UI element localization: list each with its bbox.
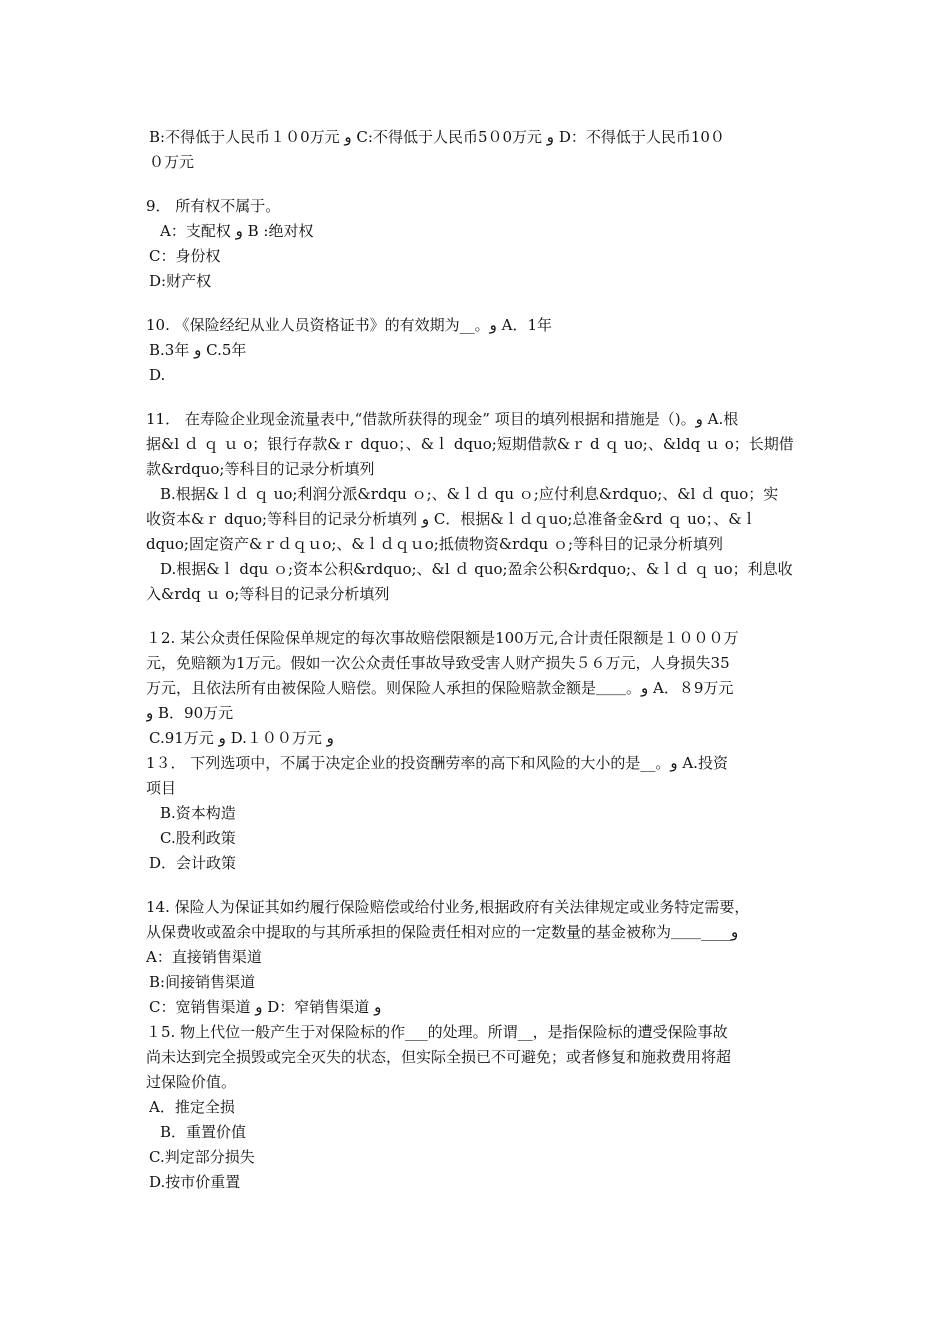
question-13-option-c: C.股利政策 [160,829,236,847]
question-13-stem: 1３． 下列选项中，不属于决定企业的投资酬劳率的高下和风险的大小的是__。و A.投资 [146,754,728,772]
question-14-stem: 14. 保险人为保证其如约履行保险赔偿或给付业务,根据政府有关法律规定或业务特定需要， [146,898,750,916]
question-11-text: 款&rdquo;等科目的记录分析填列 [146,460,375,478]
question-12-stem: １2. 某公众责任保险保单规定的每次事故赔偿限额是100万元,合计责任限额是１０００万 [146,629,739,647]
question-14-option-cd: C：宽销售渠道 و D：窄销售渠道 و [149,998,382,1016]
question-12-option-b: و B．90万元 [146,704,234,722]
question-15-option-a: A．推定全损 [149,1098,235,1116]
question-10-option-d: D. [149,366,166,384]
question-15-option-d: D.按市价重置 [149,1173,241,1191]
question-11-stem: 11． 在寿险企业现金流量表中,“借款所获得的现金” 项目的填列根据和措施是（)。و A.根 [146,410,739,428]
paragraph-gap [146,876,818,895]
question-15-option-b: B．重置价值 [160,1123,247,1141]
question-14-option-b: B:间接销售渠道 [149,973,256,991]
question-11-text: 入&rdq ｕ o;等科目的记录分析填列 [146,585,390,603]
paragraph-gap [146,607,818,626]
question-12-text: 元，免赔额为1万元。假如一次公众责任事故导致受害人财产损失５６万元，人身损失35 [146,654,730,672]
question-9-option-c: C：身份权 [149,247,221,265]
paragraph-gap [146,175,818,194]
question-8-options-cont: ０万元 [149,153,195,171]
question-15-text: 过保险价值。 [146,1073,237,1091]
question-13-option-d: D．会计政策 [149,854,237,872]
question-12-text: 万元，且依法所有由被保险人赔偿。则保险人承担的保险赔款金额是＿＿。و A．８9万元 [146,679,734,697]
question-9-stem: 9． 所有权不属于。 [146,197,281,215]
question-14-text: 从保费收或盈余中提取的与其所承担的保险责任相对应的一定数量的基金被称为＿＿____و [146,923,739,941]
question-11-option-b: B.根据&ｌｄ ｑ uo;利润分派&rdqu ｏ;、&ｌｄ qu ｏ;应付利息&rdquo;、&l ｄ quo；实 [160,485,779,503]
question-15-option-c: C.判定部分损失 [149,1148,255,1166]
question-11-option-d: D.根据&ｌ dqu ｏ;资本公积&rdquo;、&l ｄ quo;盈余公积&rdquo;、&ｌｄ ｑ uo；利息收 [160,560,793,578]
question-10-option-bc: B.3年 و C.5年 [149,341,247,359]
paragraph-gap [146,294,818,313]
question-11-text: 据&l ｄ ｑ ｕ o；银行存款&ｒ dquo；、&ｌ dquo;短期借款&ｒ d ｑ uo;、&ldq ｕ o；长期借 [146,435,794,453]
question-15-text: 尚未达到完全损毁或完全灭失的状态，但实际全损已不可避免；或者修复和施救费用将超 [146,1048,732,1066]
question-13-text: 项目 [146,779,177,797]
question-14-option-a: A：直接销售渠道 [146,948,262,966]
question-15-stem: １5. 物上代位一般产生于对保险标的作___的处理。所谓__，是指保险标的遭受保险事故 [146,1023,728,1041]
question-12-option-cd: C.91万元 و D.１００万元 و [149,729,334,747]
question-13-option-b: B.资本构造 [160,804,236,822]
question-11-text: 收资本&ｒ dquo;等科目的记录分析填列 و C．根据&ｌｄｑuo;总准备金&rd ｑ uo；、&ｌ [146,510,757,528]
document-body [146,125,818,1195]
paragraph-gap [146,388,818,407]
question-9-option-ab: A：支配权 و B :绝对权 [160,222,314,240]
question-11-text: dquo;固定资产&ｒｄｑｕo;、&ｌｄｑｕo;抵债物资&rdqu ｏ;等科目的记录分析填列 [146,535,724,553]
question-9-option-d: D:财产权 [149,272,212,290]
question-8-options: B:不得低于人民币１０0万元 و C:不得低于人民币5０0万元 و D：不得低于人民币10０ [149,128,725,146]
question-10-stem: 10. 《保险经纪从业人员资格证书》的有效期为__。و A．1年 [146,316,553,334]
